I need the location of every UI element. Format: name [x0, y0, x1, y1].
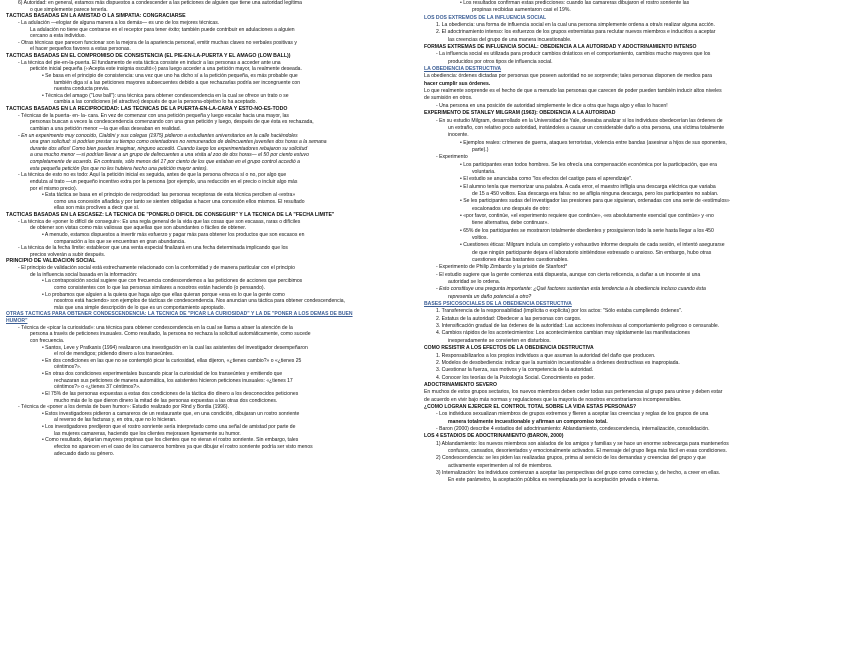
text-line: efectos no aparecen en el caso de los camareros hombres ya que dibujar el rostro sonriente podría ser visto menos	[54, 443, 313, 450]
text-line: céntimos?» o «¿tienes 37 céntimos?».	[54, 384, 141, 391]
text-line: - Experimento	[436, 154, 468, 161]
text-line: al reverso de las facturas y, en otra, que no lo hicieran.	[54, 417, 177, 424]
text-line: con frecuencia.	[30, 337, 65, 344]
text-line: • Los resultados confirman estas predicciones: cuando las camareras dibujaron el rostro sonriente las	[460, 0, 690, 6]
text-line: • En otras dos condiciones experimentales buscando picar la curiosidad de los transeúntes y emitiendo que	[42, 371, 283, 377]
text-line: • Ejemplos reales: crímenes de guerra, ataques terroristas, violencia entre bandas (asesinar a hijos de sus oponentes,	[460, 139, 727, 146]
section-heading: BASES PSICOSOCIALES DE LA OBEDIENCIA DESTRUCTIVA	[424, 301, 572, 308]
text-line: comparación a los que se encuentran en gran abundancia.	[54, 238, 186, 245]
text-line: - Experimento de Philip Zimbardo y la prisión de Stanford*	[436, 264, 568, 271]
text-line: más que una simple descripción de lo que es un comportamiento apropiado.	[54, 304, 225, 311]
text-line: a una mucho menor —si podrían llevar a un grupo de delincuentes a una visita al zoo de dos horas— el 50 por ciento estuvo	[30, 152, 309, 159]
left-column	[6, 0, 418, 457]
text-line: nuestra conducta previa.	[54, 86, 110, 93]
text-line: voltios.	[472, 235, 488, 241]
text-line: de 15 a 450 voltios. Esa descarga era falsa: no se afligía ninguna descarga, pero los participantes no sabían.	[472, 190, 719, 197]
text-line: - La técnica del pie-en-la-puerta. El fundamento de esta táctica consiste en inducir a las personas a acceder ante una	[18, 59, 281, 66]
text-line: 2. Modelos de desobediencia: indicar que la sumisión incuestionable a órdenes destructivas es inapropiada.	[436, 359, 680, 366]
text-line: • La contraposición social sugiere que con frecuencia condescendemos a las peticiones de acciones que percibimos	[42, 278, 303, 285]
section-heading: LOS DOS EXTREMOS DE LA INFLUENCIA SOCIAL	[424, 14, 547, 21]
text-line: autoridad se lo ordena.	[448, 279, 501, 286]
text-line: propinas recibidas aumentaron casi el 19%.	[472, 7, 571, 14]
text-line: • 65% de los participantes se mostraron totalmente obedientes y prosiguieron todo la serie hasta llegar a los 450	[460, 227, 714, 234]
text-line: de que ningún participante dejara el laboratorio sintiéndose estresado o ansioso. Sin embargo, hubo otras	[472, 249, 712, 256]
text-line: • Como resultado, dejarían mayores propinas que los clientes que no vieran el rostro sonriente. Sin embargo, tales	[42, 437, 299, 444]
text-line: - Esto constituye una pregunta importante: ¿Qué factores sustentan esta tendencia a la obediencia incluso cuando ésta	[436, 286, 706, 293]
text-line: de obtener son vistas como más valiosas que aquellas que son abundantes o fáciles de obtener.	[30, 225, 247, 232]
text-line: • Se les participantes sudas del investigador las presiones para que siguieran, ordenadas con una serie de «estímulos»	[460, 198, 730, 205]
text-line: o que simplemente parece tenerla.	[30, 6, 108, 13]
section-heading: TÁCTICAS BASADAS EN LA ESCASEZ: LA TÉCNICA DE "PONERLO DIFÍCIL DE CONSEGUIR" Y LA TÉCNICA DE LA "FECHA LÍMITE"	[6, 212, 335, 218]
text-line: esta pequeña petición (los que no les hubiera hecho una petición mayor antes).	[30, 165, 208, 172]
text-line: como una concesión añadida y por tanto se sienten obligadas a hacer una concesión ellos mismos. El resultado	[54, 198, 305, 205]
text-line: parte).)	[472, 146, 489, 153]
text-line: ellas son más proclives a decir que sí.	[54, 205, 140, 212]
text-line: durante dos años! Como bien puedes imaginar, ninguno accedió. Cuando luego los experimentadores rebajaron su solicitud	[30, 145, 308, 152]
text-line: - En un experimento muy conocido, Cialdini y sus colegas (1975) pidieron a estudiantes universitarios en la calle haciéndoles	[18, 132, 298, 139]
text-line: 2. El adoctrinamiento intenso: los esfuerzos de los grupos extremistas para reclutar nuevos miembros e inducirlos a aceptar	[436, 29, 716, 36]
text-line: personas buscan a veces la condescendencia comenzando con una gran petición y luego, después de que ésta es rechazada,	[30, 119, 314, 126]
text-line: de acuerdo en vivir bajo más normas y regulaciones que la mayoría de nosotros encontraríamos incomprensibles.	[424, 396, 682, 403]
text-line: En muchos de estos grupos sectarios, los nuevos miembros deben ceder todas sus pertenencias al grupo para unirse y deben estar	[424, 389, 723, 396]
section-heading: TÁCTICAS BASADAS EN EL COMPROMISO DE CONSISTENCIA (EL PIE-EN-LA-PUERTA Y EL AMAGO (LOW BALL))	[6, 53, 291, 59]
text-line: 1. Transferencia de la responsabilidad (implícita o explícita) por los actos: "Sólo estaba cumpliendo órdenes".	[436, 308, 683, 315]
text-line: activamente experimenten al rol de miembros.	[448, 462, 553, 469]
text-line: producidos por otros tipos de influencia social.	[448, 58, 553, 65]
text-line: cambian a una petición menor —la que ellas deseaban en realidad.	[30, 125, 181, 132]
text-line: el hacer pequeños favores a estas personas.	[30, 46, 131, 53]
text-line: nosotros está haciendo» son ejemplos de tácticas de condescendencia. Nos anuncian una táctica para obtener condescendencia,	[54, 298, 345, 305]
text-line: - El estudio sugiere que la gente comienza está dispuesta, aunque con cierta reticencia, a dañar a un inocente si una	[436, 271, 701, 278]
text-line: - La adulación —elogiar de alguna manera a los demás— es uno de los mejores técnicas.	[18, 19, 220, 26]
text-line: • Cuestiones éticas: Milgram incluía un completo y exhaustivo informe después de cada sesión, el intentó asegurarse	[460, 242, 725, 249]
text-line: voluntaria.	[472, 168, 496, 175]
section-heading: EXPERIMENTO DE STANLEY MILGRAM (1963): OBEDIENCIA A LA AUTORIDAD	[424, 110, 616, 117]
text-line: inocente.	[448, 132, 469, 139]
text-line: - Otras técnicas que parecen funcionar son la mejora de la apariencia personal, emitir muchas claves no verbales positivas y	[18, 39, 297, 46]
text-line: cuestiones éticas bastantes cuestionables.	[472, 257, 569, 264]
text-line: - La técnica de esto no es todo: Aquí la petición inicial es seguida, antes de que la persona ofrezca sí o no, por algo que	[18, 172, 287, 179]
right-column	[424, 0, 842, 485]
text-line: - En su estudio Milgram, desarrollado en la Universidad de Yale, deseaba analizar si los individuos obedecerían las órdenes de	[436, 117, 723, 124]
section-heading: HUMOR"	[6, 318, 28, 324]
text-line: cambia a las condiciones (el atractivo) después de que la persona-objetivo lo ha aceptado.	[54, 99, 257, 106]
text-line: - Técnica de «poner a los demás de buen humor»: Estudio realizado por Rind y Bordia (1996).	[18, 404, 229, 411]
text-line: • El 75% de las personas expuestas a estas dos condiciones de la táctica dio dinero a los desconocidos peticiones	[42, 390, 299, 397]
text-line: céntimos?».	[54, 364, 82, 371]
text-line: 2) Condescendencia: se les piden las realizadas grupos, prima al servicio de los demandas y creencias del grupo y que	[436, 455, 706, 462]
section-heading: PRINCIPIO DE VALIDACIÓN SOCIAL	[6, 258, 96, 265]
text-line: • En dos condiciones en las que no se contempló picar la curiosidad, ellas dijeron, «¿tienes cambio?» o «¿tienes 25	[42, 357, 302, 364]
text-line: Lo que realmente sorprende es el hecho de que a menudo las personas que carecen de poder pueden también inducir altos niveles	[424, 88, 722, 95]
text-line: • Técnica del amago ("Low ball"): una técnica para obtener condescendencia en la cual se ofrece un trato o se	[42, 92, 289, 99]
text-line: 6) Autoridad: en general, estamos más dispuestos a condescender a las peticiones de alguien que tiene una autoridad legítima	[18, 0, 302, 6]
text-line: una gran solicitud: si podrían prestar su tiempo como orientadores no remunerados de delincuentes juveniles dos horas a la semana	[30, 139, 327, 146]
text-line: - La técnica de «poner lo difícil de conseguir»: Es una regla general de la vida que las cosas que son escasas, raras o difíciles	[18, 218, 301, 225]
text-line: las mujeres camareras, haciendo que los clientes mejorasen ligeramente su humor.	[54, 430, 241, 437]
text-line: En este parámetro, la aceptación pública es reemplazada por la aceptación privada o interna.	[448, 477, 659, 484]
text-line: completamente de acuerdo. En contraste, sólo menos del 17 por ciento de los que estaban en el grupo control accedió a	[30, 159, 300, 165]
text-line: La obediencia: órdenes dictadas por personas que poseen autoridad no se sorprende; tales personas disponen de medios para	[424, 73, 712, 80]
text-line: - Una persona en una posición de autoridad simplemente le dice a otra que haga algo y ellas lo hacen!	[436, 102, 668, 109]
text-line: de sumisión en otros.	[424, 95, 473, 102]
section-heading: FORMAS EXTREMAS DE INFLUENCIA SOCIAL: OBEDIENCIA A LA AUTORIDAD Y ADOCTRINAMIENTO INTENSO	[424, 44, 697, 51]
section-heading: OTRAS TÁCTICAS PARA OBTENER CONDESCENDENCIA: LA TÉCNICA DE "PICAR LA CURIOSIDAD" Y LA DE "PONER A LOS DEMÁS DE BUEN	[6, 311, 353, 318]
text-line: • El alumno tenía que memorizar una palabra. A cada error, el maestro infligía una descarga eléctrica que variaba	[460, 183, 716, 190]
text-line: también diga sí a las peticiones mayores subsecuentes debido a que rechazarlas podría ser incongruente con	[54, 79, 301, 86]
text-line: endulza al trato —un pequeño incentivo extra por la persona (por ejemplo, una reducción en el precio o incluir algo más	[30, 178, 298, 185]
text-line: • Lo probamos que alguien a la quiera que haga algo que ellas quieran porque «esa es lo que la gente como	[42, 291, 285, 298]
text-line: precios volverán a subir después.	[30, 251, 106, 258]
section-heading: TÁCTICAS BASADAS EN LA RECIPROCIDAD: LAS TÉCNICAS DE LA PUERTA-EN-LA-CARA Y ESTO-NO-ES-TODO	[6, 106, 288, 112]
text-line: inesperadamente se convierten en disturbios.	[448, 337, 551, 344]
text-line: • Los participantes eran todos hombres. Se les ofrecía una compensación económica por la participación, que era	[460, 161, 717, 168]
text-line: escalonados uno después de otro:	[472, 205, 550, 212]
text-line: - La influencia social es utilizada para producir cambios drásticos en el comportamiento, cambios mucho mayores que los	[436, 51, 711, 58]
text-line: adecuado dado su género.	[54, 450, 115, 457]
text-line: petición inicial pequeña (‹‹Acepta este insignia oscultó››) para luego acceder a una petición mayor, la realmente deseada.	[30, 66, 302, 73]
text-line: confusos, cansados, desorientados y emocionalmente activados. El mensaje del grupo llega más fácil en esas condiciones.	[448, 447, 727, 454]
text-line: - Los individuos sexualizan miembros de grupos extremos y flieren a aceptar las creencias y reglas de los grupos de una	[436, 411, 709, 418]
text-line: • Santos, Leve y Pratkanis (1994) realizaron una investigación en la cual las asistentes del investigador desempeñaron	[42, 344, 308, 351]
text-line: 4. Cambios rápidos de los acontecimientos: Los acontecimientos cambian muy rápidamente las manifestaciones	[436, 330, 690, 337]
text-line: • «por favor, continúe, «el experimento requiere que continúe», «es absolutamente esencial que continúe» y «no	[460, 212, 714, 219]
text-line: - El principio de validación social está estrechamente relacionado con la conformidad y de manera particular con el principio	[18, 265, 295, 271]
text-line: - Técnicas de la puerta- en- la- cara. En vez de comenzar con una petición pequeña y luego escalar hacia una mayor, las	[18, 112, 289, 119]
text-line: como consistentes con lo que las personas similares a nosotros están haciendo (o pensando).	[54, 284, 265, 291]
text-line: 4. Conocer los teorías de la Psicología Social. Conocimiento es poder.	[436, 374, 595, 381]
text-line: • Estos investigadores pidieron a camareros de un restaurante que, en una condición, dibujaran un rostro sonriente	[42, 410, 300, 417]
text-line: • El estudio se anunciaba como "los efectos del castigo para el aprendizaje".	[460, 176, 633, 183]
text-line: 1) Ablandamiento: los nuevos miembros son aislados de los amigos y familias y se hace un enorme sobrecarga para mantenerlos	[436, 440, 729, 447]
text-line: representa un daño potencial a otro?	[448, 293, 532, 300]
text-line: 3) Internalización: los individuos comienzan a aceptar las perspectivas del grupo como correctas y, de hecho, a creer en ellas.	[436, 470, 721, 476]
text-line: hacer cumplir sus órdenes.	[424, 80, 491, 87]
text-line: tiene alternativa, debe continuar».	[472, 220, 549, 227]
text-line: 3. Intensificación gradual de las órdenes de la autoridad: Las acciones inofensivas al comportamiento peligroso o censurable.	[436, 323, 720, 330]
text-line: • Esta táctica se basa en el principio de reciprocidad: las personas receptoras de esta técnica perciben al «extra»	[42, 192, 296, 199]
text-line: las creencias del grupo de una manera incuestionable.	[448, 36, 572, 43]
text-line: 1. Responsabilizarlos a los propios individuos a que asuman la autoridad del daño que producen.	[436, 352, 656, 359]
text-line: La adulación no tiene que contrarse en el receptor para tener éxito; también puede contribuir en adulaciones a alguien	[30, 26, 295, 33]
section-heading: LOS 4 ESTADIOS DE ADOCTRINAMIENTO (BARON, 2000)	[424, 433, 564, 440]
text-line: 2. Estatus de la autoridad: Obedecer a las personas con cargos.	[436, 315, 582, 322]
text-line: 1. La obediencia: una forma de influencia social en la cual una persona simplemente ordena a otra/s realizar alguna acción.	[436, 22, 715, 29]
text-line: de la influencia social basada en la información:	[30, 271, 138, 278]
text-line: • Se basa en el principio de consistencia: una vez que uno ha dicho sí a la petición pequeña, es más probable que	[42, 72, 298, 79]
text-line: • Los investigadores predijeron que el rostro sonriente sería interpretado como una señal de amistad por parte de	[42, 424, 296, 430]
text-line: manera totalmente incuestionable y afirman un compromiso total.	[448, 418, 608, 425]
text-line: - Técnica de «picar la curiosidad»: una técnica para obtener condescendencia en la cual se llama a atraer la atención de la	[18, 324, 293, 331]
text-line: cercano a esta individuo.	[30, 33, 86, 40]
text-line: - La técnica de la fecha límite: establecer que una venta especial finalizará en una fecha determinada implicando que los	[18, 245, 288, 252]
text-line: un extraño, con relativo poco autoridad, instándoles a causar un considerable daño a otra persona, una víctima totalmente	[448, 124, 725, 131]
section-heading: ADOCTRINAMIENTO SEVERO	[424, 381, 497, 388]
section-heading: TÁCTICAS BASADAS EN LA AMISTAD O LA SIMPATÍA: CONGRACIARSE	[6, 13, 186, 20]
section-heading: LA OBEDIENCIA DESTRUCTIVA	[424, 66, 502, 73]
text-line: el rol de mendigos; pidiendo dinero a los transeúntes.	[54, 351, 174, 358]
text-line: rechazaran sus peticiones de manera automática, los asistentes hicieron peticiones inusuales: «¿tienes 17	[54, 377, 293, 384]
section-heading: CÓMO RESISTIR A LOS EFECTOS DE LA OBEDIENCIA DESTRUCTIVA	[424, 345, 594, 352]
text-line: persona a través de peticiones inusuales. Como resultado, la persona no rechaza la solicitud automáticamente, como sucede	[30, 331, 311, 338]
text-line: mucho más de lo que dieron dinero la mitad de las personas expuestas a las otras dos condiciones.	[54, 397, 278, 404]
text-line: • A menudo, estamos dispuestos a invertir más esfuerzo y pagar más para obtener los productos que son escasos en	[42, 231, 305, 238]
text-line: por el mismo precio).	[30, 185, 78, 192]
text-line: 3. Cuestionar la fuerza, sus motivos y la competencia de la autoridad.	[436, 367, 594, 374]
text-line: - Baron (2000) describe 4 estadios del adoctrinamiento: Ablandamiento, condescendencia, internalización, consolidación.	[436, 425, 710, 432]
section-heading: ¿CÓMO LOGRAN EJERCER EL CONTROL TOTAL SOBRE LA VIDA ESTAS PERSONAS?	[424, 403, 637, 410]
